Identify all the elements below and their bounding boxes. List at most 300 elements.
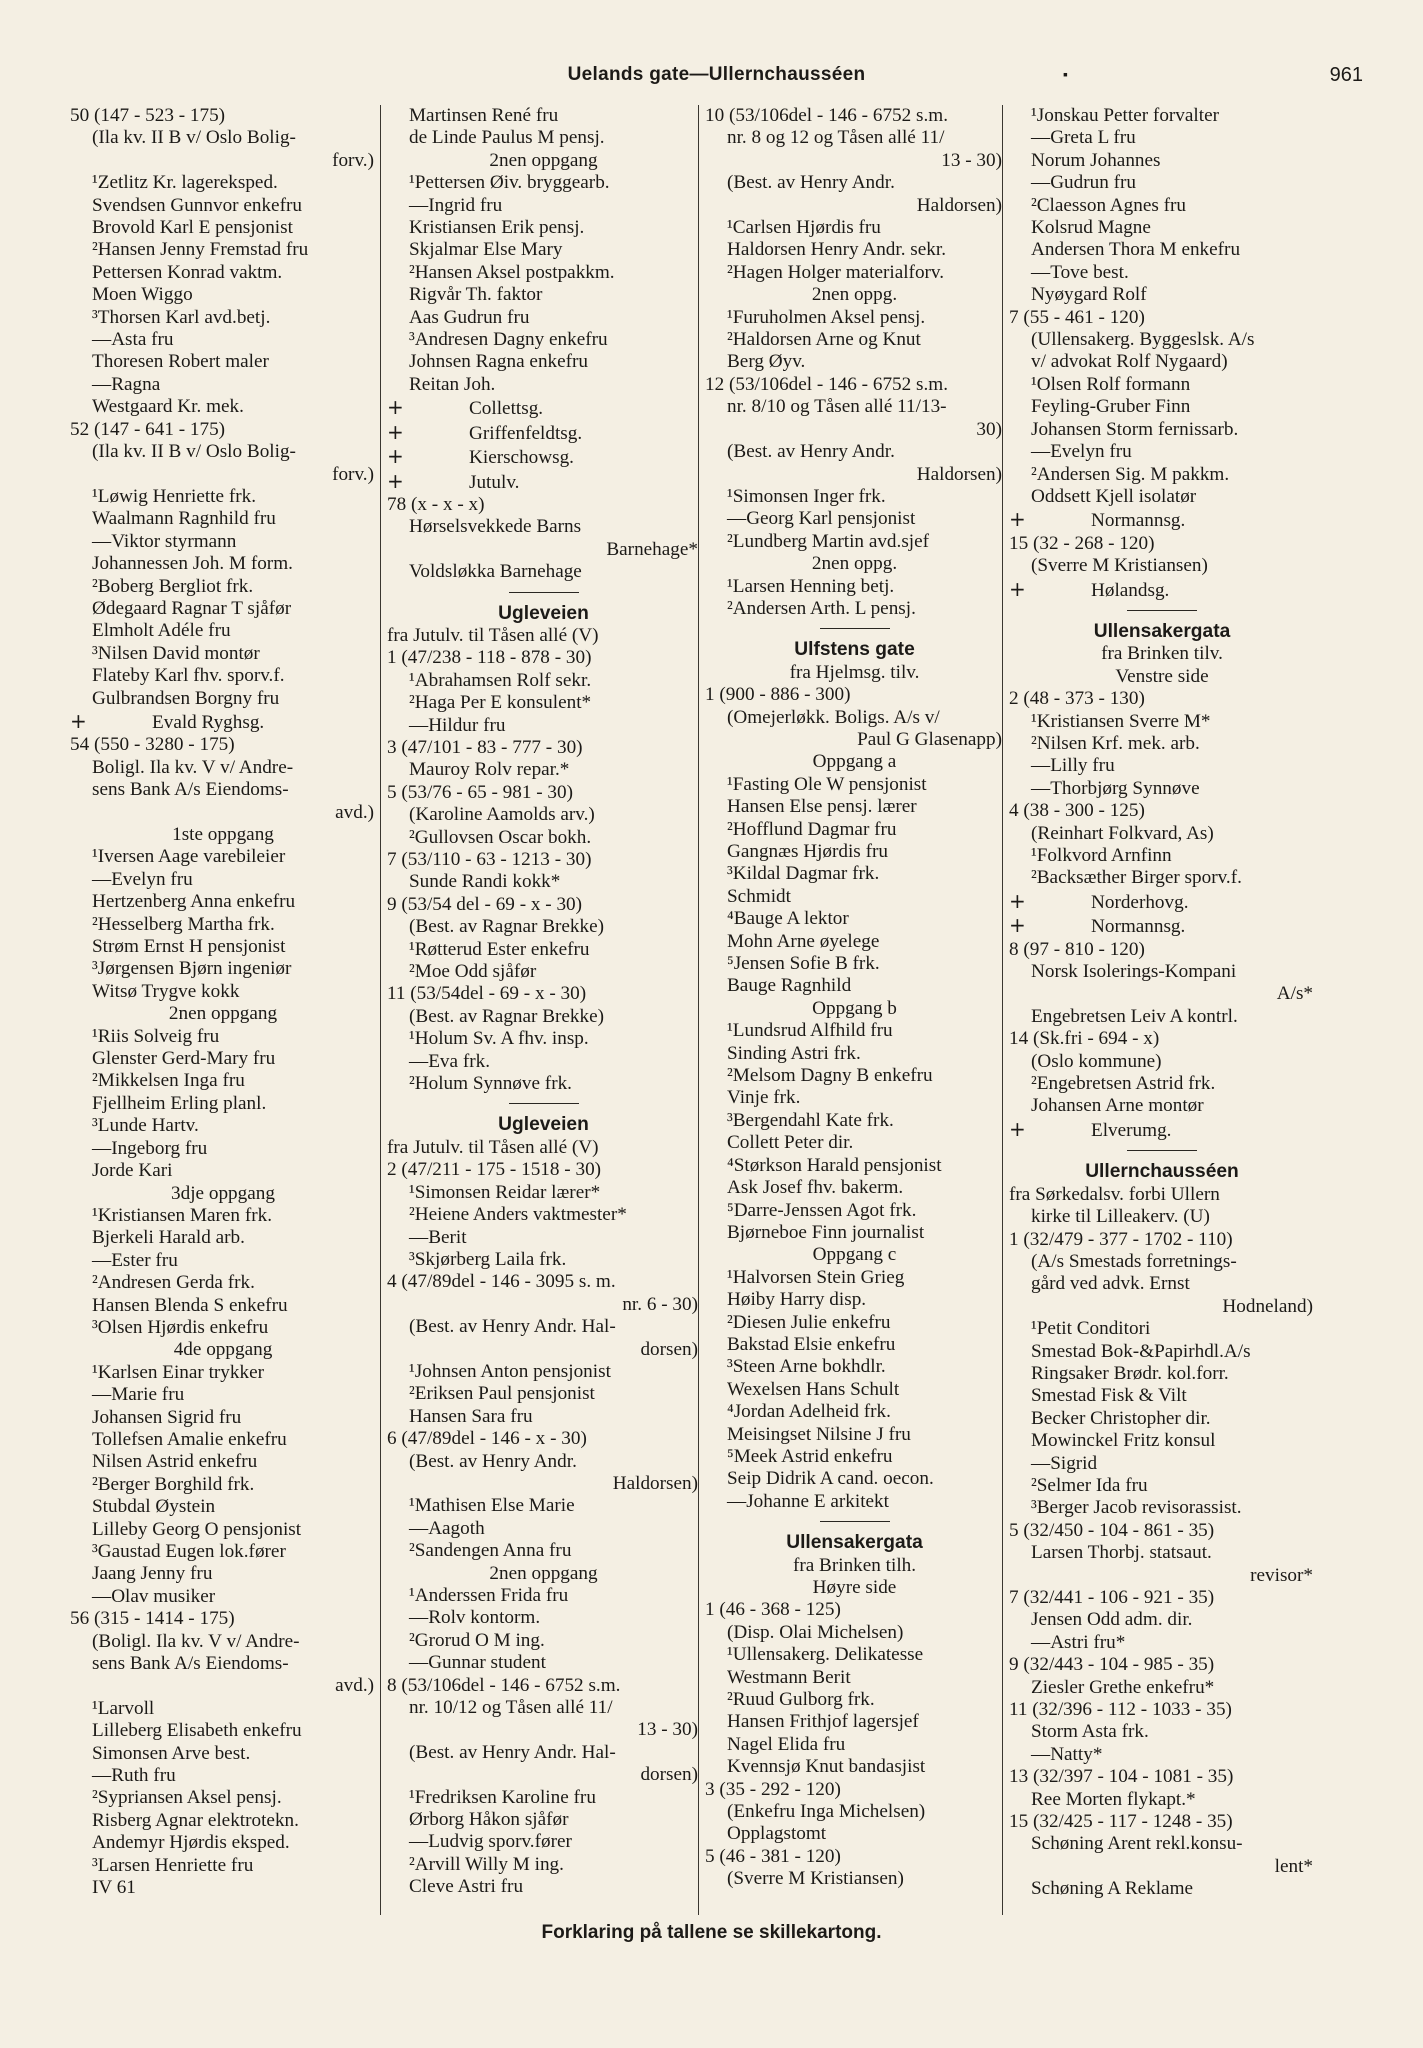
directory-line: ¹Furuholmen Aksel pensj. (727, 306, 926, 328)
directory-line: (Enkefru Inga Michelsen) (727, 1801, 926, 1823)
directory-line: Storm Asta frk. (1031, 1721, 1149, 1743)
cross-street-name: Normannsg. (1091, 510, 1186, 532)
directory-line: 2 (47/211 - 175 - 1518 - 30) (387, 1159, 602, 1181)
cross-street-name: Normannsg. (1091, 916, 1186, 938)
directory-line: avd.) (335, 1675, 374, 1697)
directory-line: 3 (35 - 292 - 120) (705, 1778, 841, 1800)
directory-line: Westgaard Kr. mek. (92, 396, 244, 418)
directory-line: Boligl. Ila kv. V v/ Andre- (92, 756, 294, 778)
street-heading: Ugleveien (498, 1114, 589, 1136)
directory-columns (70, 105, 1314, 1915)
directory-line: 2 (48 - 373 - 130) (1009, 688, 1145, 710)
directory-line: 13 (32/397 - 104 - 1081 - 35) (1009, 1766, 1234, 1788)
directory-line: ³Andresen Dagny enkefru (409, 329, 608, 351)
directory-line: (Best. av Henry Andr. (727, 441, 895, 463)
directory-line: Stubdal Øystein (92, 1496, 216, 1518)
directory-line: Meisingset Nilsine J fru (727, 1423, 911, 1445)
directory-line: ⁵Meek Astrid enkefru (727, 1445, 893, 1467)
directory-line: ²Gullovsen Oscar bokh. (409, 826, 592, 848)
cross-street-line (1009, 914, 1315, 938)
stairway-heading: 1ste oppgang (172, 824, 274, 845)
stairway-heading: Høyre side (812, 1577, 897, 1598)
cross-street-marker-icon: + (1009, 914, 1026, 938)
directory-line: 5 (53/76 - 65 - 981 - 30) (387, 781, 573, 803)
directory-line: ²Berger Borghild frk. (92, 1473, 255, 1495)
directory-line: Wexelsen Hans Schult (727, 1378, 900, 1400)
directory-line: de Linde Paulus M pensj. (409, 127, 605, 149)
cross-street-name: Norderhovg. (1091, 891, 1189, 913)
directory-line: 12 (53/106del - 146 - 6752 s.m. (705, 373, 949, 395)
directory-line: ¹Løwig Henriette frk. (92, 485, 256, 507)
directory-line: Jorde Kari (92, 1160, 173, 1182)
directory-line: Engebretsen Leiv A kontrl. (1031, 1005, 1238, 1027)
directory-line: ²Hagen Holger materialforv. (727, 261, 945, 283)
column-1 (70, 105, 380, 1915)
directory-line: —Georg Karl pensjonist (727, 508, 916, 530)
directory-line: Hørselsvekkede Barns (409, 516, 582, 538)
directory-line: Hansen Else pensj. lærer (727, 796, 917, 818)
directory-line: ²Backsæther Birger sporv.f. (1031, 867, 1242, 889)
directory-line: ³Bergendahl Kate frk. (727, 1109, 894, 1131)
directory-line: kirke til Lilleakerv. (U) (1031, 1206, 1210, 1228)
directory-line: Hertzenberg Anna enkefru (92, 891, 296, 913)
stairway-heading: 2nen oppgang (168, 1003, 278, 1025)
directory-line: Smestad Bok-&Papirhdl.A/s (1031, 1340, 1251, 1362)
stairway-heading: Oppgang b (812, 997, 897, 1019)
directory-line: ¹Abrahamsen Rolf sekr. (409, 669, 592, 691)
cross-street-name: Collettsg. (469, 398, 544, 420)
directory-line: Strøm Ernst H pensjonist (92, 936, 286, 958)
directory-line: 8 (53/106del - 146 - 6752 s.m. (387, 1674, 621, 1696)
directory-line: Nyøygard Rolf (1031, 284, 1147, 306)
directory-line: 14 (Sk.fri - 694 - x) (1009, 1028, 1160, 1050)
stairway-heading: Oppgang a (812, 751, 897, 773)
directory-line: Seip Didrik A cand. oecon. (727, 1468, 934, 1490)
directory-line: Reitan Joh. (409, 373, 496, 395)
directory-line: ²Hansen Aksel postpakkm. (409, 261, 615, 283)
street-heading: Ulfstens gate (794, 639, 915, 661)
cross-street-line (387, 470, 700, 494)
directory-line: Opplagstomt (727, 1823, 827, 1845)
directory-line: 1 (900 - 886 - 300) (705, 684, 851, 706)
directory-line: (A/s Smestads forretnings- (1031, 1250, 1237, 1272)
directory-line: ²Haldorsen Arne og Knut (727, 329, 921, 351)
directory-line: dorsen) (640, 1764, 698, 1786)
cross-street-marker-icon: + (1009, 508, 1026, 532)
directory-line: Hansen Sara fru (409, 1405, 533, 1427)
directory-line: ⁵Jensen Sofie B frk. (727, 953, 880, 975)
directory-line: ¹Ullensakerg. Delikatesse (727, 1644, 924, 1666)
cross-street-line (387, 445, 700, 469)
directory-line: —Evelyn fru (92, 868, 193, 890)
directory-line: ²Andresen Gerda frk. (92, 1272, 255, 1294)
directory-line: (Sverre M Kristiansen) (1031, 555, 1208, 577)
directory-line: ²Hesselberg Martha frk. (92, 913, 275, 935)
directory-line: (Best. av Henry Andr. (727, 172, 895, 194)
directory-line: nr. 6 - 30) (622, 1293, 698, 1315)
directory-line: Jaang Jenny fru (92, 1563, 213, 1585)
directory-line: Paul G Glasenapp) (857, 728, 1002, 750)
directory-line: ²Heiene Anders vaktmester* (409, 1204, 627, 1226)
directory-line: Cleve Astri fru (409, 1876, 524, 1898)
street-heading: Ullensakergata (786, 1532, 923, 1554)
directory-line: Gangnæs Hjørdis fru (727, 841, 888, 862)
directory-line: (Best. av Ragnar Brekke) (409, 916, 605, 938)
directory-line: —Natty* (1031, 1743, 1103, 1765)
directory-line: (Best. av Henry Andr. Hal- (409, 1316, 616, 1338)
directory-line: Schøning Arent rekl.konsu- (1031, 1833, 1243, 1855)
directory-line: (Ullensakerg. Byggeslsk. A/s (1031, 329, 1255, 351)
directory-line: Svendsen Gunnvor enkefru (92, 194, 302, 216)
directory-line: Nagel Elida fru (727, 1733, 846, 1755)
column-2 (380, 105, 704, 1915)
cross-street-marker-icon: + (387, 445, 404, 469)
directory-line: 9 (53/54 del - 69 - x - 30) (387, 893, 583, 915)
directory-line: —Asta fru (92, 329, 174, 351)
directory-line: gård ved advk. Ernst (1031, 1273, 1190, 1295)
directory-line: Risberg Agnar elektrotekn. (92, 1809, 299, 1831)
directory-line: ¹Simonsen Reidar lærer* (409, 1181, 601, 1203)
directory-line: —Greta L fru (1031, 127, 1136, 149)
directory-line: Smestad Fisk & Vilt (1031, 1385, 1187, 1407)
stairway-heading: Oppgang c (812, 1244, 897, 1266)
directory-line: Hansen Blenda S enkefru (92, 1294, 288, 1316)
street-heading: Ullernchausséen (1085, 1161, 1239, 1183)
page-header (70, 64, 1363, 94)
directory-line: —Viktor styrmann (92, 530, 237, 552)
directory-line: Ødegaard Ragnar T sjåfør (92, 597, 292, 619)
directory-line: lent* (1274, 1855, 1313, 1877)
directory-line: —Ingeborg fru (92, 1137, 208, 1159)
directory-line: Berg Øyv. (727, 351, 806, 373)
directory-line: ¹Folkvord Arnfinn (1031, 845, 1172, 866)
directory-line: forv.) (332, 149, 374, 171)
cross-street-name: Griffenfeldtsg. (469, 422, 583, 444)
directory-line: ²Haga Per E konsulent* (409, 692, 592, 714)
directory-line: 6 (47/89del - 146 - x - 30) (387, 1428, 587, 1450)
directory-line: ¹Olsen Rolf formann (1031, 373, 1191, 395)
directory-line: —Thorbjørg Synnøve (1031, 777, 1200, 799)
cross-street-name: Jutulv. (469, 471, 520, 493)
directory-line: ¹Larsen Henning betj. (727, 575, 895, 597)
directory-line: ¹Holum Sv. A fhv. insp. (409, 1028, 589, 1050)
directory-line: ²Moe Odd sjåfør (409, 961, 537, 983)
directory-line: 4 (47/89del - 146 - 3095 s. m. (387, 1271, 616, 1293)
directory-line: 78 (x - x - x) (387, 493, 485, 515)
cross-street-name: Elverumg. (1091, 1119, 1172, 1141)
directory-line: Sunde Randi kokk* (409, 871, 561, 893)
directory-line: —Ragna (92, 373, 161, 395)
directory-line: —Hildur fru (409, 714, 506, 736)
directory-line: Haldorsen) (916, 194, 1002, 216)
directory-line: 8 (97 - 810 - 120) (1009, 938, 1145, 960)
directory-line: 56 (315 - 1414 - 175) (70, 1608, 235, 1630)
directory-line: Feyling-Gruber Finn (1031, 396, 1191, 418)
directory-line: 9 (32/443 - 104 - 985 - 35) (1009, 1654, 1215, 1676)
cross-street-marker-icon: + (387, 469, 404, 493)
directory-line: —Gudrun fru (1031, 172, 1136, 194)
directory-line: Kristiansen Erik pensj. (409, 217, 585, 239)
directory-line: IV 61 (92, 1877, 136, 1899)
directory-line: (Best. av Henry Andr. (409, 1450, 577, 1472)
directory-line: 11 (32/396 - 112 - 1033 - 35) (1009, 1699, 1232, 1721)
directory-line: ³Kildal Dagmar frk. (727, 863, 880, 885)
cross-street-line (387, 396, 700, 420)
directory-line: Vinje frk. (727, 1087, 801, 1109)
directory-line: ¹Larvoll (92, 1697, 155, 1719)
directory-line: ²Hansen Jenny Fremstad fru (92, 239, 309, 261)
directory-line: ⁴Bauge A lektor (727, 908, 849, 930)
directory-line: 15 (32 - 268 - 120) (1009, 532, 1155, 554)
directory-line: Bjørneboe Finn journalist (727, 1221, 925, 1243)
street-heading: Ugleveien (498, 602, 589, 624)
directory-line: Waalmann Ragnhild fru (92, 508, 276, 530)
cross-street-marker-icon: + (387, 396, 404, 420)
cross-street-line (70, 710, 376, 734)
directory-line: (Reinhart Folkvard, As) (1031, 822, 1214, 844)
directory-line: ²Claesson Agnes fru (1031, 194, 1186, 216)
directory-line: forv.) (332, 463, 374, 485)
stairway-heading: fra Brinken tilv. (1101, 643, 1223, 665)
directory-line: 1 (46 - 368 - 125) (705, 1599, 841, 1621)
directory-line: Sinding Astri frk. (727, 1042, 861, 1064)
directory-line: nr. 10/12 og Tåsen allé 11/ (409, 1697, 613, 1719)
directory-line: Kvennsjø Knut bandasjist (727, 1756, 926, 1778)
directory-line: ¹Riis Solveig fru (92, 1025, 220, 1047)
cross-street-marker-icon: + (70, 709, 87, 733)
directory-line: —Marie fru (92, 1384, 185, 1406)
directory-line: Ørborg Håkon sjåfør (409, 1809, 569, 1831)
stairway-heading: 3dje oppgang (171, 1182, 275, 1204)
directory-line: Mauroy Rolv repar.* (409, 759, 570, 781)
cross-street-marker-icon: + (1009, 577, 1026, 601)
stairway-heading: 4de oppgang (173, 1339, 273, 1361)
column-3 (698, 105, 1008, 1915)
directory-line: Collett Peter dir. (727, 1132, 854, 1154)
directory-line: (Karoline Aamolds arv.) (409, 804, 595, 826)
directory-line: Barnehage* (606, 538, 698, 560)
directory-line: ²Sypriansen Aksel pensj. (92, 1787, 282, 1809)
directory-line: Johansen Storm fernissarb. (1031, 418, 1239, 440)
directory-line: —Berit (409, 1226, 467, 1248)
directory-line: ²Mikkelsen Inga fru (92, 1070, 245, 1092)
directory-line: A/s* (1276, 983, 1313, 1005)
column-4 (1002, 105, 1315, 1915)
directory-line: ¹Jonskau Petter forvalter (1031, 105, 1219, 126)
directory-line: Bauge Ragnhild (727, 975, 852, 997)
directory-line: ²Arvill Willy M ing. (409, 1853, 564, 1875)
directory-line: Bjerkeli Harald arb. (92, 1227, 245, 1249)
directory-line: Ringsaker Brødr. kol.forr. (1031, 1362, 1229, 1384)
directory-line: Fjellheim Erling planl. (92, 1092, 267, 1114)
directory-line: nr. 8 og 12 og Tåsen allé 11/ (727, 127, 945, 149)
directory-line: 54 (550 - 3280 - 175) (70, 734, 235, 756)
directory-line: sens Bank A/s Eiendoms- (92, 1653, 289, 1675)
directory-line: 3 (47/101 - 83 - 777 - 30) (387, 736, 583, 758)
directory-line: —Ester fru (92, 1249, 178, 1271)
cross-street-name: Hølandsg. (1091, 579, 1170, 601)
directory-line: Ree Morten flykapt.* (1031, 1788, 1196, 1810)
directory-line: Jensen Odd adm. dir. (1031, 1609, 1193, 1631)
directory-line: (Ila kv. II B v/ Oslo Bolig- (92, 127, 296, 149)
directory-line: Thoresen Robert maler (92, 351, 269, 373)
directory-line: ¹Halvorsen Stein Grieg (727, 1266, 905, 1288)
directory-line: —Ingrid fru (409, 194, 503, 216)
directory-line: Haldorsen) (916, 463, 1002, 485)
directory-line: —Rolv kontorm. (409, 1607, 541, 1629)
stairway-heading: fra Brinken tilh. (792, 1554, 917, 1576)
directory-line: Westmann Berit (727, 1666, 851, 1688)
directory-line: Larsen Thorbj. statsaut. (1031, 1542, 1212, 1564)
footer-note: Forklaring på tallene se skillekartong. (541, 1922, 882, 1943)
directory-line: ¹Petit Conditori (1031, 1318, 1151, 1340)
directory-line: (Disp. Olai Michelsen) (727, 1621, 904, 1643)
directory-line: —Johanne E arkitekt (727, 1490, 889, 1512)
directory-line: Tollefsen Amalie enkefru (92, 1428, 287, 1450)
directory-line: 52 (147 - 641 - 175) (70, 418, 226, 440)
directory-line: ³Thorsen Karl avd.betj. (92, 306, 271, 328)
directory-line: —Ludvig sporv.fører (409, 1831, 572, 1853)
directory-line: Pettersen Konrad vaktm. (92, 261, 283, 283)
cross-street-marker-icon: + (1009, 1117, 1026, 1141)
directory-line: ³Lunde Hartv. (92, 1115, 199, 1137)
directory-line: (Boligl. Ila kv. V v/ Andre- (92, 1630, 300, 1652)
directory-line: ⁴Størkson Harald pensjonist (727, 1154, 942, 1176)
directory-line: ²Ruud Gulborg frk. (727, 1689, 875, 1711)
directory-line: Aas Gudrun fru (409, 306, 530, 328)
directory-line: dorsen) (640, 1338, 698, 1360)
directory-line: Becker Christopher dir. (1031, 1407, 1211, 1429)
directory-line: Skjalmar Else Mary (409, 239, 563, 261)
directory-line: 4 (38 - 300 - 125) (1009, 800, 1145, 822)
directory-line: 13 - 30) (941, 149, 1002, 171)
street-heading: Ullensakergata (1093, 620, 1231, 642)
cross-street-marker-icon: + (1009, 889, 1026, 913)
directory-line: Glenster Gerd-Mary fru (92, 1048, 276, 1070)
directory-line: ¹Zetlitz Kr. lagereksped. (92, 172, 278, 194)
directory-line: ²Diesen Julie enkefru (727, 1311, 891, 1333)
directory-line: ⁵Darre-Jenssen Agot frk. (727, 1199, 917, 1221)
header-dot-mark: ▪ (1063, 68, 1068, 83)
directory-line: Johansen Sigrid fru (92, 1406, 242, 1428)
directory-line: —Aagoth (409, 1517, 485, 1539)
directory-line: —Sigrid (1031, 1452, 1098, 1474)
directory-line: fra Jutulv. til Tåsen allé (V) (387, 1136, 599, 1158)
directory-line: 5 (32/450 - 104 - 861 - 35) (1009, 1519, 1215, 1541)
directory-line: ¹Røtterud Ester enkefru (409, 938, 590, 960)
directory-line: ²Eriksen Paul pensjonist (409, 1383, 595, 1405)
directory-line: ²Selmer Ida fru (1031, 1474, 1148, 1496)
directory-line: —Evelyn fru (1031, 441, 1132, 463)
directory-line: Andersen Thora M enkefru (1031, 239, 1241, 261)
stairway-heading: 2nen oppgang (489, 149, 598, 171)
directory-line: nr. 8/10 og Tåsen allé 11/13- (727, 396, 947, 418)
directory-line: —Tove best. (1031, 261, 1129, 283)
directory-line: ¹Simonsen Inger frk. (727, 485, 886, 507)
directory-line: —Olav musiker (92, 1585, 216, 1607)
stairway-heading: 2nen oppgang (489, 1562, 598, 1584)
cross-street-marker-icon: + (387, 420, 404, 444)
directory-line: v/ advokat Rolf Nygaard) (1031, 351, 1228, 373)
directory-line: Haldorsen Henry Andr. sekr. (727, 239, 947, 261)
directory-line: (Sverre M Kristiansen) (727, 1868, 904, 1890)
directory-line: ¹Johnsen Anton pensjonist (409, 1360, 611, 1382)
directory-line: ³Berger Jacob revisorassist. (1031, 1497, 1242, 1519)
directory-line: 50 (147 - 523 - 175) (70, 105, 226, 126)
directory-line: Mohn Arne øyelege (727, 930, 880, 952)
directory-line: —Astri fru* (1031, 1631, 1126, 1653)
cross-street-line (387, 421, 700, 445)
directory-line: Mowinckel Fritz konsul (1031, 1430, 1216, 1452)
directory-line: ³Gaustad Eugen lok.fører (92, 1541, 286, 1562)
directory-line: (Omejerløkk. Boligs. A/s v/ (727, 706, 940, 728)
directory-line: Rigvår Th. faktor (409, 284, 543, 306)
directory-line: ¹Anderssen Frida fru (409, 1585, 569, 1606)
directory-line: ²Andersen Sig. M pakkm. (1031, 463, 1230, 485)
directory-line: fra Jutulv. til Tåsen allé (V) (387, 624, 599, 646)
directory-line: Lilleby Georg O pensjonist (92, 1518, 302, 1540)
directory-line: ²Nilsen Krf. mek. arb. (1031, 732, 1200, 754)
directory-line: Lilleberg Elisabeth enkefru (92, 1720, 302, 1742)
directory-line: —Eva frk. (409, 1050, 490, 1072)
directory-line: Ask Josef fhv. bakerm. (727, 1177, 904, 1199)
directory-line: ¹Kristiansen Sverre M* (1031, 710, 1211, 732)
directory-line: ¹Fredriksen Karoline fru (409, 1786, 596, 1808)
directory-line: ²Grorud O M ing. (409, 1629, 545, 1651)
directory-line: Hodneland) (1222, 1295, 1313, 1317)
directory-line: Ziesler Grethe enkefru* (1031, 1676, 1215, 1698)
directory-line: Kolsrud Magne (1031, 217, 1151, 239)
cross-street-line (1009, 1118, 1315, 1142)
directory-line: 7 (55 - 461 - 120) (1009, 306, 1145, 328)
cross-street-name: Evald Ryghsg. (152, 711, 265, 733)
directory-line: ¹Lundsrud Alfhild fru (727, 1020, 893, 1042)
cross-street-name: Kierschowsg. (469, 447, 574, 469)
directory-line: ³Larsen Henriette fru (92, 1854, 254, 1876)
directory-line: revisor* (1250, 1564, 1313, 1586)
directory-line: ²Hofflund Dagmar fru (727, 818, 897, 840)
directory-line: ²Lundberg Martin avd.sjef (727, 530, 930, 552)
directory-line: (Ila kv. II B v/ Oslo Bolig- (92, 441, 296, 463)
directory-line: 30) (976, 418, 1002, 440)
directory-line: sens Bank A/s Eiendoms- (92, 779, 289, 801)
page-number: 961 (1329, 64, 1363, 86)
directory-line: Schmidt (727, 885, 791, 907)
directory-line: (Oslo kommune) (1031, 1050, 1162, 1072)
directory-line: ³Olsen Hjørdis enkefru (92, 1316, 269, 1338)
directory-line: ³Jørgensen Bjørn ingeniør (92, 958, 292, 980)
directory-line: ²Engebretsen Astrid frk. (1031, 1073, 1216, 1095)
directory-line: Johansen Arne montør (1031, 1095, 1204, 1117)
directory-line: 11 (53/54del - 69 - x - 30) (387, 983, 587, 1005)
directory-line: fra Sørkedalsv. forbi Ullern (1009, 1183, 1220, 1205)
directory-line: avd.) (335, 801, 374, 823)
directory-line: (Best. av Ragnar Brekke) (409, 1005, 605, 1027)
directory-line: ¹Karlsen Einar trykker (92, 1361, 264, 1383)
directory-line: Norsk Isolerings-Kompani (1031, 961, 1237, 983)
directory-line: Haldorsen) (612, 1472, 698, 1494)
directory-line: Schøning A Reklame (1031, 1878, 1194, 1900)
stairway-heading: 2nen oppg. (811, 284, 898, 306)
directory-line: ¹Carlsen Hjørdis fru (727, 217, 881, 239)
directory-line: ²Holum Synnøve frk. (409, 1073, 572, 1095)
directory-line: ¹Fasting Ole W pensjonist (727, 773, 927, 795)
directory-line: (Best. av Henry Andr. Hal- (409, 1741, 616, 1763)
directory-line: Bakstad Elsie enkefru (727, 1333, 896, 1355)
directory-line: 7 (53/110 - 63 - 1213 - 30) (387, 849, 592, 870)
directory-line: Andemyr Hjørdis eksped. (92, 1832, 290, 1854)
directory-line: 7 (32/441 - 106 - 921 - 35) (1009, 1587, 1215, 1608)
